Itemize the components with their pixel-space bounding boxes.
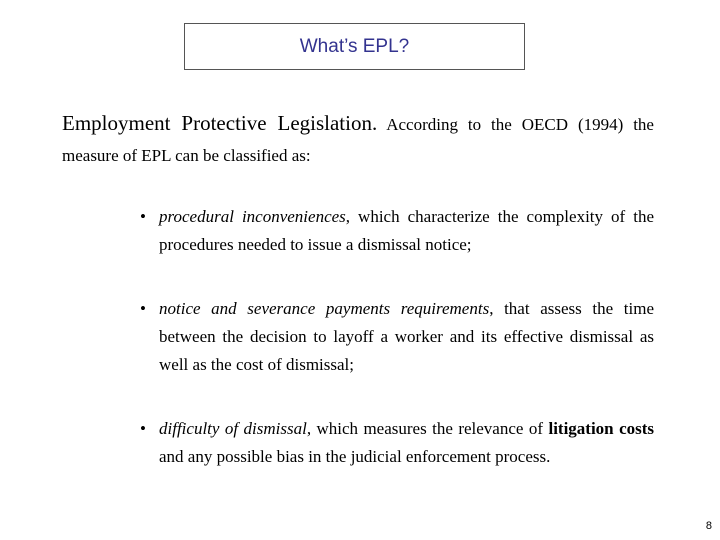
bullet-procedural (140, 203, 654, 259)
page-number: 8 (705, 520, 712, 532)
bullet-bold-term: litigation costs (548, 419, 655, 438)
bullet-icon: • (140, 419, 146, 438)
bullet-text: , that assess the time between the decision to layoff a worker and its effective dismissal as well as the cost of dismissal; (159, 299, 654, 374)
intro-text: According to the OECD (1994) the measure of EPL can be classified as: (62, 115, 654, 165)
list-item (140, 415, 654, 471)
bullet-notice-severance (140, 295, 654, 379)
intro-term: Employment Protective Legislation. (62, 111, 378, 135)
list-item (140, 295, 654, 379)
bullet-difficulty-dismissal (140, 415, 654, 471)
slide-title-box (184, 23, 525, 70)
bullet-text-after-bold: and any possible bias in the judicial enforcement process. (159, 447, 551, 466)
bullet-icon: • (140, 207, 146, 226)
bullet-text-before-bold: , which measures the relevance of (306, 419, 549, 438)
bullet-text: , which characterize the complexity of the procedures needed to issue a dismissal notice; (159, 207, 654, 254)
bullet-icon: • (140, 299, 146, 318)
slide-title: What’s EPL? (299, 35, 410, 57)
intro-paragraph (62, 108, 654, 171)
bullet-italic-term: procedural inconveniences (159, 207, 346, 226)
list-item (140, 203, 654, 259)
bullet-italic-term: notice and severance payments requirements (159, 299, 490, 318)
bullet-italic-term: difficulty of dismissal (159, 419, 307, 438)
